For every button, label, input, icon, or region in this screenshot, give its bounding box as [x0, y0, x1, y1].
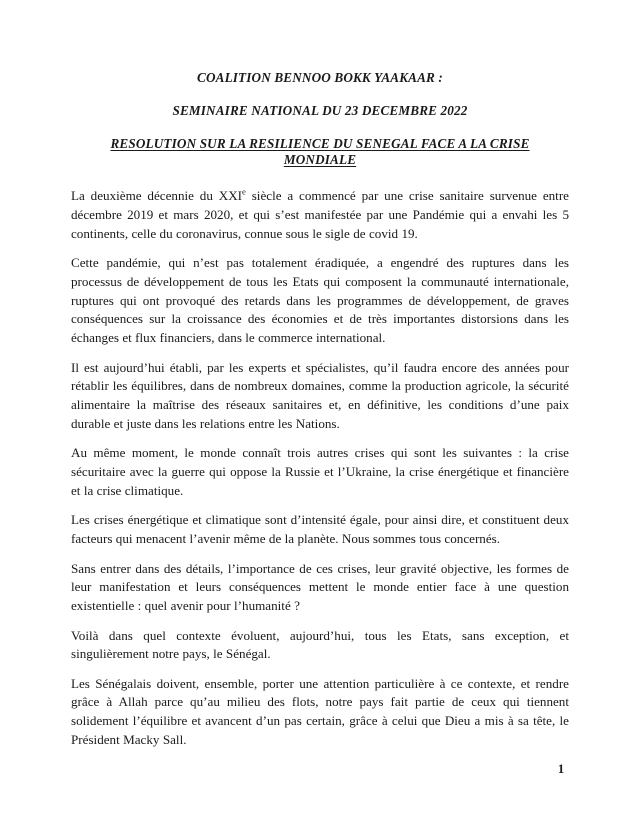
paragraph-5: Les crises énergétique et climatique sont d’intensité égale, pour ainsi dire, et constituent deux facteurs qui menacent l’avenir même de la planète. Nous sommes tous concernés. [71, 512, 569, 546]
heading-resolution [71, 136, 569, 168]
paragraph-1-text-before-superscript: La deuxième décennie du XXI [71, 188, 243, 204]
heading-resolution-line-1: RESOLUTION SUR LA RESILIENCE DU SENEGAL FACE A LA CRISE [110, 136, 530, 152]
page-number: 1 [557, 762, 565, 776]
paragraph-7: Voilà dans quel contexte évoluent, aujourd’hui, tous les Etats, sans exception, et singulièrement notre pays, le Sénégal. [71, 627, 569, 662]
paragraph-4: Au même moment, le monde connaît trois autres crises qui sont les suivantes : la crise sécuritaire avec la guerre qui oppose la Russie et l’Ukraine, la crise énergétique et financière et la crise climatique. [71, 445, 569, 498]
heading-coalition: COALITION BENNOO BOKK YAAKAAR : [197, 70, 443, 85]
ordinal-superscript: e [242, 187, 246, 198]
heading-resolution-line-2: MONDIALE [283, 152, 357, 168]
heading-seminar: SEMINAIRE NATIONAL DU 23 DECEMBRE 2022 [172, 103, 468, 119]
document-heading-block [71, 70, 569, 168]
paragraph-1 [71, 187, 569, 243]
document-body [71, 187, 569, 749]
document-content [71, 0, 569, 749]
paragraph-6: Sans entrer dans des détails, l’importance de ces crises, leur gravité objective, les formes de leur manifestation et leurs conséquences mettent le monde entier face à une question existentielle : quel avenir pour l’humanité ? [71, 560, 569, 613]
paragraph-3: Il est aujourd’hui établi, par les experts et spécialistes, qu’il faudra encore des années pour rétablir les équilibres, dans de nombreux domaines, comme la production agricole, la sécurité alimentaire la maîtrise des réseaux sanitaires et, en définitive, les conditions d’une paix durable et juste dans les relations entre les Nations. [71, 359, 569, 431]
paragraph-2: Cette pandémie, qui n’est pas totalement éradiquée, a engendré des ruptures dans les processus de développement de tous les Etats qui composent la communauté internationale, ruptures qui ont provoqué des retards dans les programmes de développement, de graves conséquences sur la croissance des économies et de très importantes distorsions dans les échanges et flux financiers, dans le commerce international. [71, 255, 569, 345]
paragraph-1-text-after-superscript: siècle a commencé par une crise sanitaire survenue entre décembre 2019 et mars 2020, et qui s’est manifestée par une Pandémie qui a envahi les 5 continents, celle du coronavirus, connue sous le sigle de covid 19. [71, 188, 569, 241]
paragraph-8: Les Sénégalais doivent, ensemble, porter une attention particulière à ce contexte, et rendre grâce à Allah parce qu’au milieu des flots, notre pays fait partie de ceux qui tiennent solidement l’équilibre et avancent d’un pas certain, grâce à celui que Dieu a mis à sa tête, le Président Macky Sall. [71, 675, 569, 747]
